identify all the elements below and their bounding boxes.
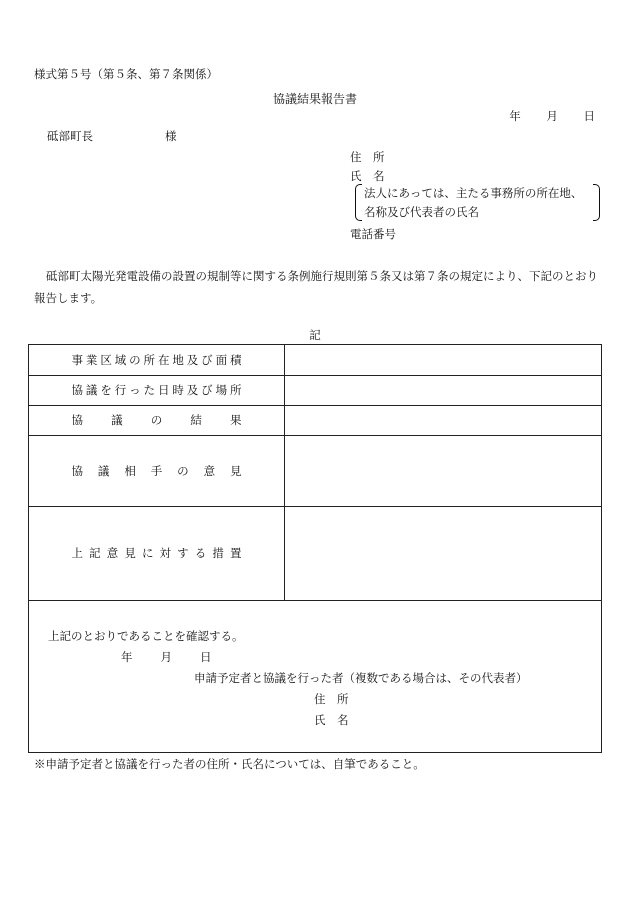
form-number-label: 様式第５号（第５条、第７条関係） bbox=[34, 67, 218, 81]
note-line-2: 名称及び代表者の氏名 bbox=[364, 205, 479, 219]
addressee-name: 砥部町長 bbox=[47, 129, 93, 143]
confirmation-date bbox=[121, 649, 240, 665]
row-label-cell bbox=[29, 405, 285, 435]
row-label: 上記意見に対する措置 bbox=[71, 546, 242, 560]
report-body-text: 砥部町太陽光発電設備の設置の規制等に関する条例施行規則第５条又は第７条の規定により、下記のとおり報告します。 bbox=[34, 269, 598, 305]
confirm-year: 年 bbox=[121, 650, 133, 664]
date-year: 年 bbox=[509, 109, 521, 123]
row-label-cell bbox=[29, 506, 285, 600]
confirmation-block bbox=[29, 600, 601, 752]
row-label-cell bbox=[29, 375, 285, 405]
report-table bbox=[28, 344, 602, 753]
applicant-address-label: 住 所 bbox=[350, 150, 385, 164]
row-label: 事業区域の所在地及び面積 bbox=[71, 353, 242, 367]
row-label: 協議相手の意見 bbox=[71, 463, 242, 478]
note-line-1: 法人にあっては、主たる事務所の所在地、 bbox=[364, 186, 583, 200]
document-title: 協議結果報告書 bbox=[272, 92, 357, 106]
date-month: 月 bbox=[546, 109, 558, 123]
report-date bbox=[487, 108, 595, 124]
ki-heading: 記 bbox=[309, 328, 321, 342]
row-label-cell bbox=[29, 435, 285, 506]
table-row bbox=[29, 375, 601, 406]
confirming-name-label: 氏 名 bbox=[314, 713, 349, 727]
applicant-phone-label: 電話番号 bbox=[350, 227, 396, 241]
addressee bbox=[47, 128, 177, 144]
addressee-honorific: 様 bbox=[165, 129, 177, 143]
row-value-cell[interactable] bbox=[285, 506, 601, 600]
confirm-day: 日 bbox=[200, 650, 212, 664]
row-label-cell bbox=[29, 345, 285, 375]
row-label: 協議の結果 bbox=[71, 413, 242, 427]
table-row bbox=[29, 405, 601, 436]
date-day: 日 bbox=[583, 109, 595, 123]
table-row bbox=[29, 506, 601, 601]
footnote: ※申請予定者と協議を行った者の住所・氏名については、自筆であること。 bbox=[34, 757, 425, 771]
confirm-month: 月 bbox=[160, 650, 172, 664]
applicant-corporate-note bbox=[355, 183, 600, 221]
confirming-address-label: 住 所 bbox=[314, 692, 349, 706]
confirming-party-label: 申請予定者と協議を行った者（複数である場合は、その代表者） bbox=[194, 671, 528, 685]
row-value-cell[interactable] bbox=[285, 375, 601, 405]
right-bracket bbox=[593, 184, 600, 221]
applicant-name-label: 氏 名 bbox=[350, 169, 385, 183]
left-bracket bbox=[355, 184, 362, 221]
row-value-cell[interactable] bbox=[285, 435, 601, 506]
row-value-cell[interactable] bbox=[285, 345, 601, 375]
confirmation-text: 上記のとおりであることを確認する。 bbox=[48, 629, 244, 643]
row-value-cell[interactable] bbox=[285, 405, 601, 435]
table-row bbox=[29, 345, 601, 376]
row-label: 協議を行った日時及び場所 bbox=[71, 383, 242, 397]
table-row bbox=[29, 435, 601, 507]
